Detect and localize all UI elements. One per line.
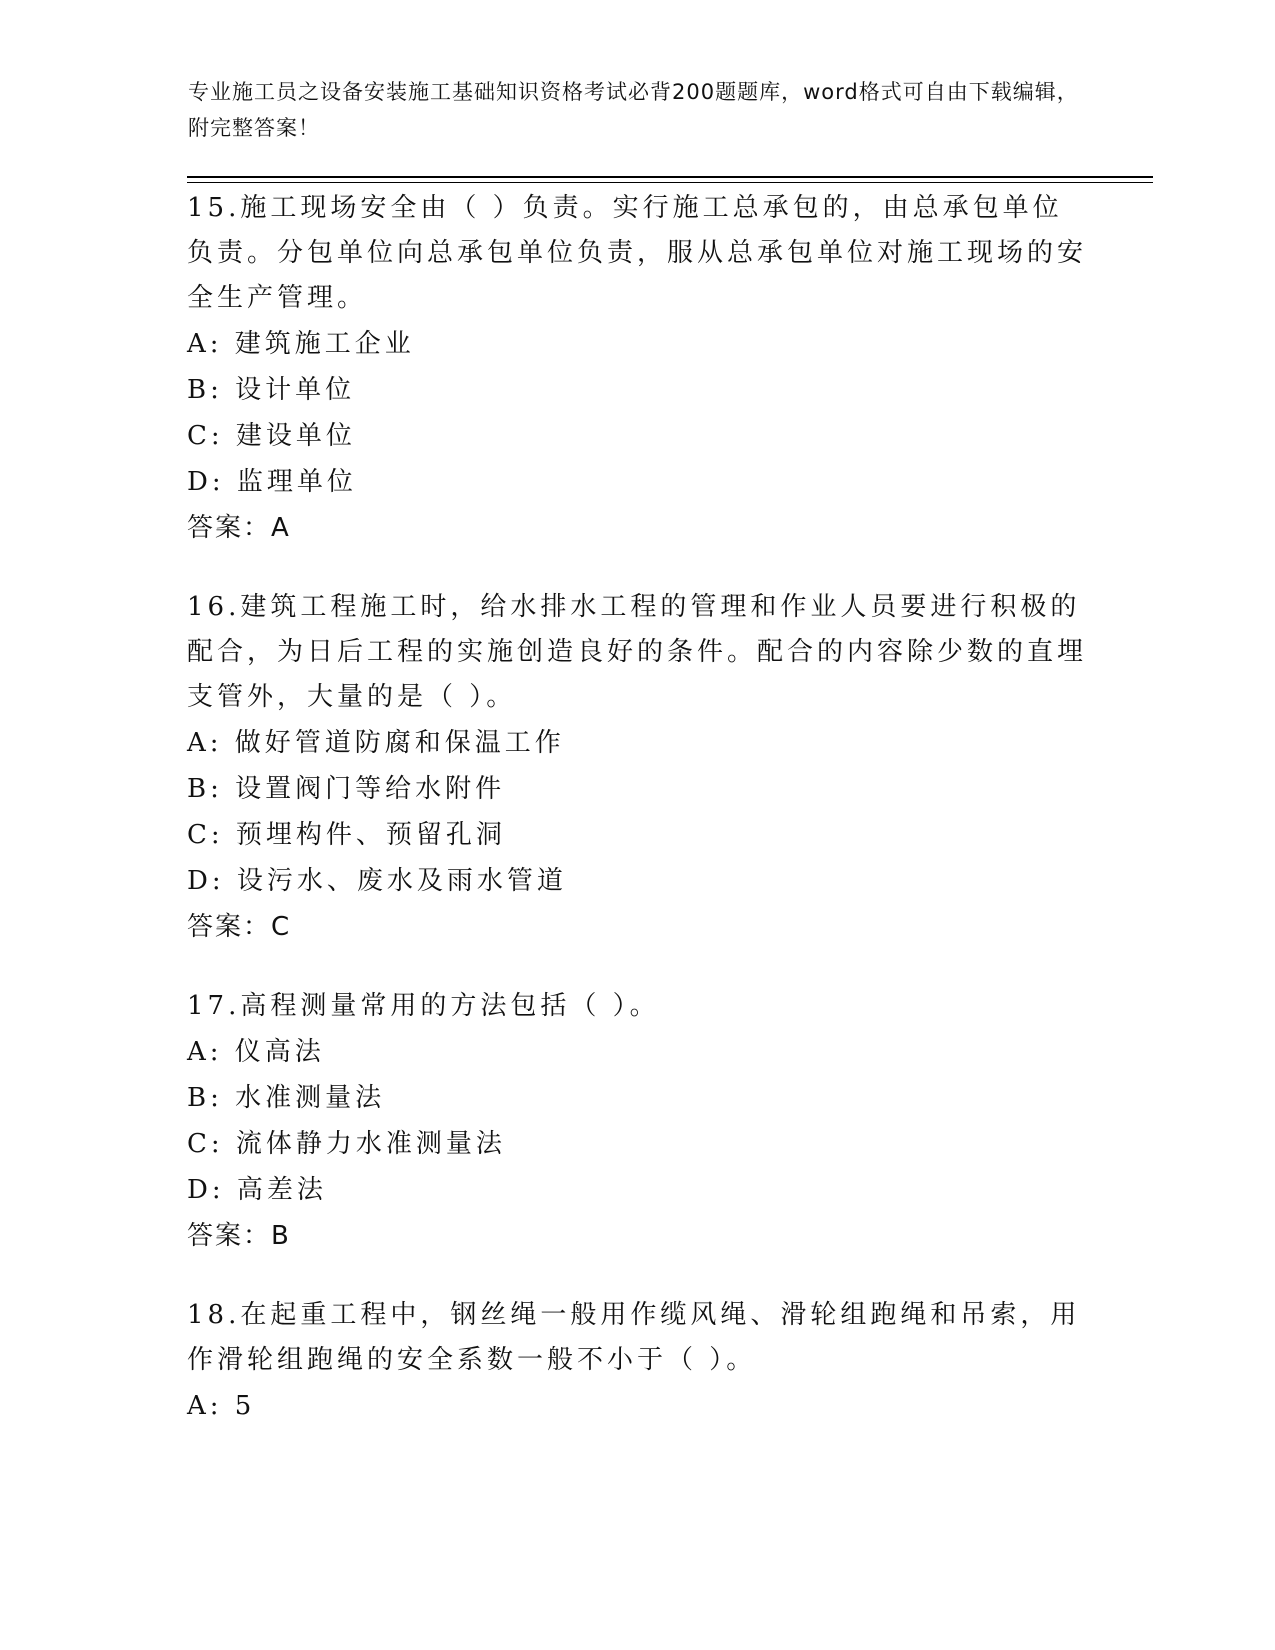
answer: 答案：B [187,1221,291,1251]
option-a: A: 5 [187,1391,256,1421]
question-17 [187,984,1087,1259]
question-stem: 15.施工现场安全由（ ）负责。实行施工总承包的，由总承包单位负责。分包单位向总承包单位负责，服从总承包单位对施工现场的安全生产管理。 [187,193,1088,313]
option-c: C: 建设单位 [187,421,356,451]
option-b: B: 设置阀门等给水附件 [187,774,506,804]
header-divider-thick [187,176,1153,178]
option-b: B: 设计单位 [187,375,356,405]
option-c: C: 预埋构件、预留孔洞 [187,820,506,850]
document-header: 专业施工员之设备安装施工基础知识资格考试必背200题题库，word格式可自由下载编辑，附完整答案！ [188,80,1079,140]
option-d: D: 监理单位 [187,467,357,497]
question-16 [187,585,1087,950]
question-list [187,186,1087,1463]
question-18 [187,1293,1087,1429]
option-c: C: 流体静力水准测量法 [187,1129,506,1159]
option-a: A: 做好管道防腐和保温工作 [187,728,565,758]
option-b: B: 水准测量法 [187,1083,386,1113]
question-stem: 16.建筑工程施工时，给水排水工程的管理和作业人员要进行积极的配合，为日后工程的实施创造良好的条件。配合的内容除少数的直埋支管外，大量的是（ ）。 [187,592,1088,712]
question-15 [187,186,1087,551]
option-a: A: 建筑施工企业 [187,329,415,359]
question-stem: 18.在起重工程中，钢丝绳一般用作缆风绳、滑轮组跑绳和吊索，用作滑轮组跑绳的安全系数一般不小于（ ）。 [187,1300,1081,1375]
option-a: A: 仪高法 [187,1037,325,1067]
option-d: D: 高差法 [187,1175,327,1205]
question-stem: 17.高程测量常用的方法包括（ ）。 [187,991,660,1021]
answer: 答案：A [187,513,291,543]
header-divider-thin [187,182,1153,183]
answer: 答案：C [187,912,292,942]
option-d: D: 设污水、废水及雨水管道 [187,866,567,896]
